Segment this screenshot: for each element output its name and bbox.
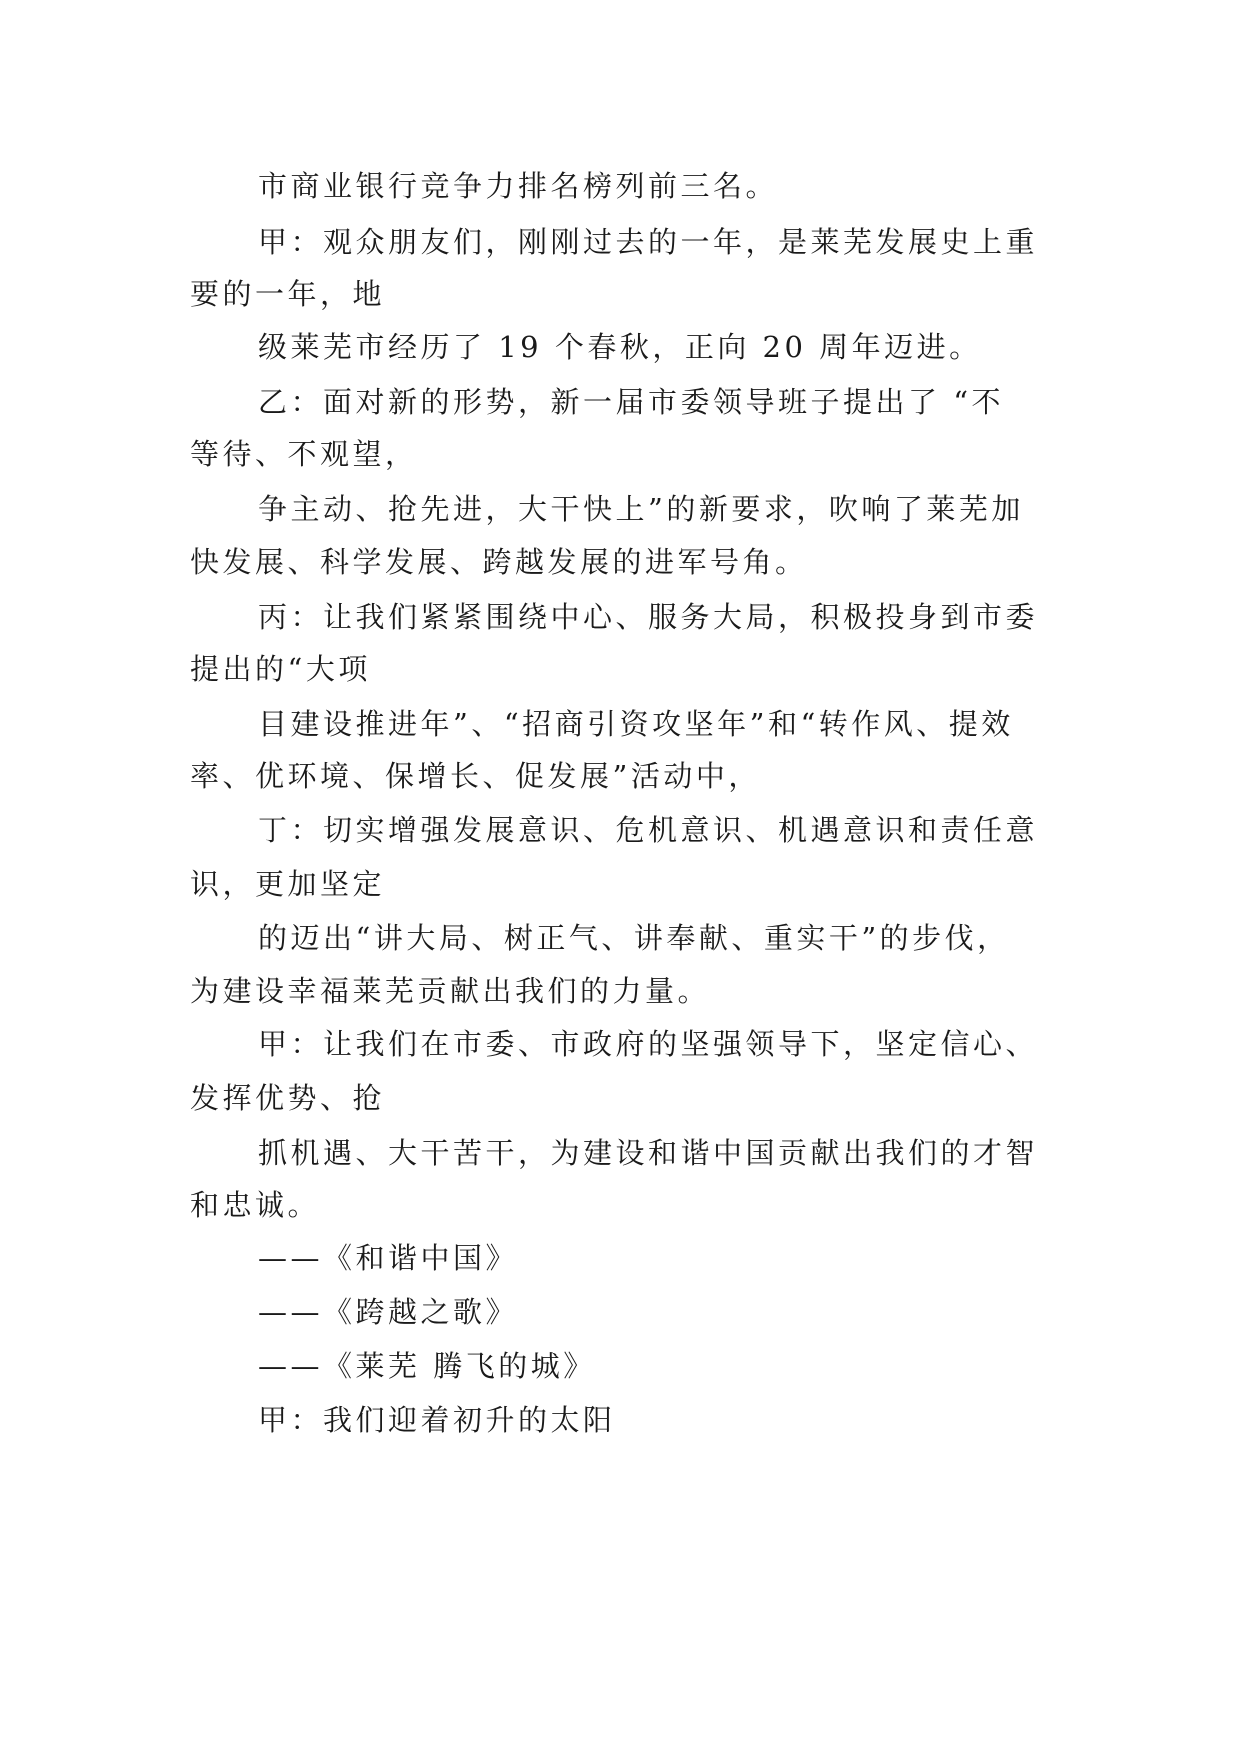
text-line: 丙：让我们紧紧围绕中心、服务大局，积极投身到市委 (258, 600, 1039, 634)
text-line: 识，更加坚定 (190, 867, 386, 901)
text-line: 为建设幸福莱芜贡献出我们的力量。 (190, 974, 711, 1008)
text-line: ——《莱芜 腾飞的城》 (258, 1349, 596, 1383)
text-line: 率、优环境、保增长、促发展”活动中， (190, 759, 761, 793)
text-line: 级莱芜市经历了 19 个春秋，正向 20 周年迈进。 (258, 330, 982, 364)
text-line: 快发展、科学发展、跨越发展的进军号角。 (190, 545, 808, 579)
text-line: 要的一年，地 (190, 277, 386, 311)
text-line: 目建设推进年”、“招商引资攻坚年”和“转作风、提效 (258, 707, 1014, 741)
text-line: 市商业银行竞争力排名榜列前三名。 (258, 169, 779, 203)
text-line: 乙：面对新的形势，新一届市委领导班子提出了 “不 (258, 385, 1005, 419)
text-line: 等待、不观望， (190, 437, 418, 471)
text-line: 提出的“大项 (190, 652, 371, 686)
text-line: 丁：切实增强发展意识、危机意识、机遇意识和责任意 (258, 813, 1039, 847)
text-line: 甲：我们迎着初升的太阳 (258, 1403, 616, 1437)
text-line: 的迈出“讲大局、树正气、讲奉献、重实干”的步伐， (258, 921, 1010, 955)
text-line: 和忠诚。 (190, 1188, 321, 1222)
text-line: ——《跨越之歌》 (258, 1295, 519, 1329)
text-line: 甲：让我们在市委、市政府的坚强领导下，坚定信心、 (258, 1027, 1039, 1061)
text-line: ——《和谐中国》 (258, 1241, 519, 1275)
text-line: 争主动、抢先进，大干快上”的新要求，吹响了莱芜加 (258, 492, 1024, 526)
text-line: 甲：观众朋友们，刚刚过去的一年，是莱芜发展史上重 (258, 225, 1039, 259)
text-line: 发挥优势、抢 (190, 1081, 386, 1115)
text-line: 抓机遇、大干苦干，为建设和谐中国贡献出我们的才智 (258, 1136, 1039, 1170)
